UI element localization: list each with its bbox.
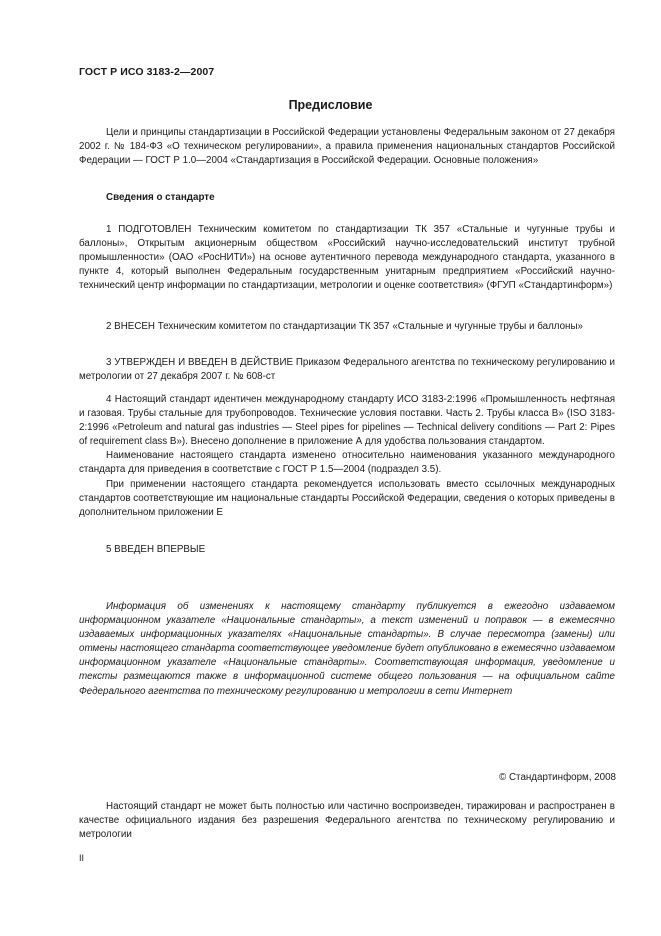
intro-text: Цели и принципы стандартизации в Российской Федерации установлены Федеральным законом от 27 декабря 2002 г. № 184-ФЗ «О техническом регулировании», а правила применения национальных стандартов Российской Федерации — ГОСТ Р 1.0—2004 «Стандартизация в Российской Федерации. Основные положения» [79, 127, 615, 167]
reproduction-notice-text: Настоящий стандарт не может быть полностью или частично воспроизведен, тиражирован и распространен в качестве официального издания без разрешения Федерального агентства по техническому регулированию и метрологии [79, 801, 615, 841]
item-5 [79, 543, 615, 557]
item-4 [79, 393, 615, 520]
intro-paragraph [79, 126, 615, 168]
changes-notice [79, 600, 615, 699]
section-subheading: Сведения о стандарте [106, 192, 215, 203]
standard-code: ГОСТ Р ИСО 3183-2—2007 [79, 66, 215, 78]
item-4-paragraph-3: При применении настоящего стандарта рекомендуется использовать вместо ссылочных международных стандартов соответствующие им национальные стандарты Российской Федерации, сведения о которых приведены в дополнительном приложении Е [79, 478, 615, 518]
item-2 [79, 320, 615, 334]
item-5-text: 5 ВВЕДЕН ВПЕРВЫЕ [106, 544, 206, 555]
item-4-paragraph-2: Наименование настоящего стандарта изменено относительно наименования указанного международного стандарта для приведения в соответствие с ГОСТ Р 1.5—2004 (подраздел 3.5). [79, 450, 615, 476]
reproduction-notice [79, 800, 615, 842]
item-2-text: 2 ВНЕСЕН Техническим комитетом по стандартизации ТК 357 «Стальные и чугунные трубы и баллоны» [106, 321, 583, 332]
page-number: II [79, 853, 85, 863]
copyright: © Стандартинформ, 2008 [499, 772, 616, 783]
item-3-text: 3 УТВЕРЖДЕН И ВВЕДЕН В ДЕЙСТВИЕ Приказом Федерального агентства по техническому регулированию и метрологии от 27 декабря 2007 г. № 608-ст [79, 357, 615, 383]
item-1-text: 1 ПОДГОТОВЛЕН Техническим комитетом по стандартизации ТК 357 «Стальные и чугунные трубы и баллоны», Открытым акционерным обществом «Российский научно-исследовательский институт трубной промышленности» (ОАО «РосНИТИ») на основе аутентичного перевода международного стандарта, указанного в пункте 4, который выполнен Федеральным государственным унитарным предприятием «Российский научно-технический центр информации по стандартизации, метрологии и оценке соответствия» (ФГУП «Стандартинформ») [79, 224, 615, 292]
item-4-paragraph-1: 4 Настоящий стандарт идентичен международному стандарту ИСО 3183-2:1996 «Промышленность нефтяная и газовая. Трубы стальные для трубопроводов. Технические условия поставки. Часть 2. Трубы класса В» (ISO 3183-2:1996 «Petroleum and natural gas industries — Steel pipes for pipelines — Technical delivery conditions — Part 2: Pipes of requirement class B»). Внесено дополнение в приложение А для удобства пользования стандартом. [79, 394, 615, 448]
page-title: Предисловие [288, 98, 373, 112]
changes-notice-text: Информация об изменениях к настоящему стандарту публикуется в ежегодно издаваемом информационном указателе «Национальные стандарты», а текст изменений и поправок — в ежемесячно издаваемых информационных указателях «Национальные стандарты». В случае пересмотра (замены) или отмены настоящего стандарта соответствующее уведомление будет опубликовано в ежемесячно издаваемом информационном указателе «Национальные стандарты». Соответствующая информация, уведомление и тексты размещаются также в информационной системе общего пользования — на официальном сайте Федерального агентства по техническому регулированию и метрологии в сети Интернет [79, 601, 615, 697]
item-1 [79, 223, 615, 293]
item-3 [79, 356, 615, 384]
